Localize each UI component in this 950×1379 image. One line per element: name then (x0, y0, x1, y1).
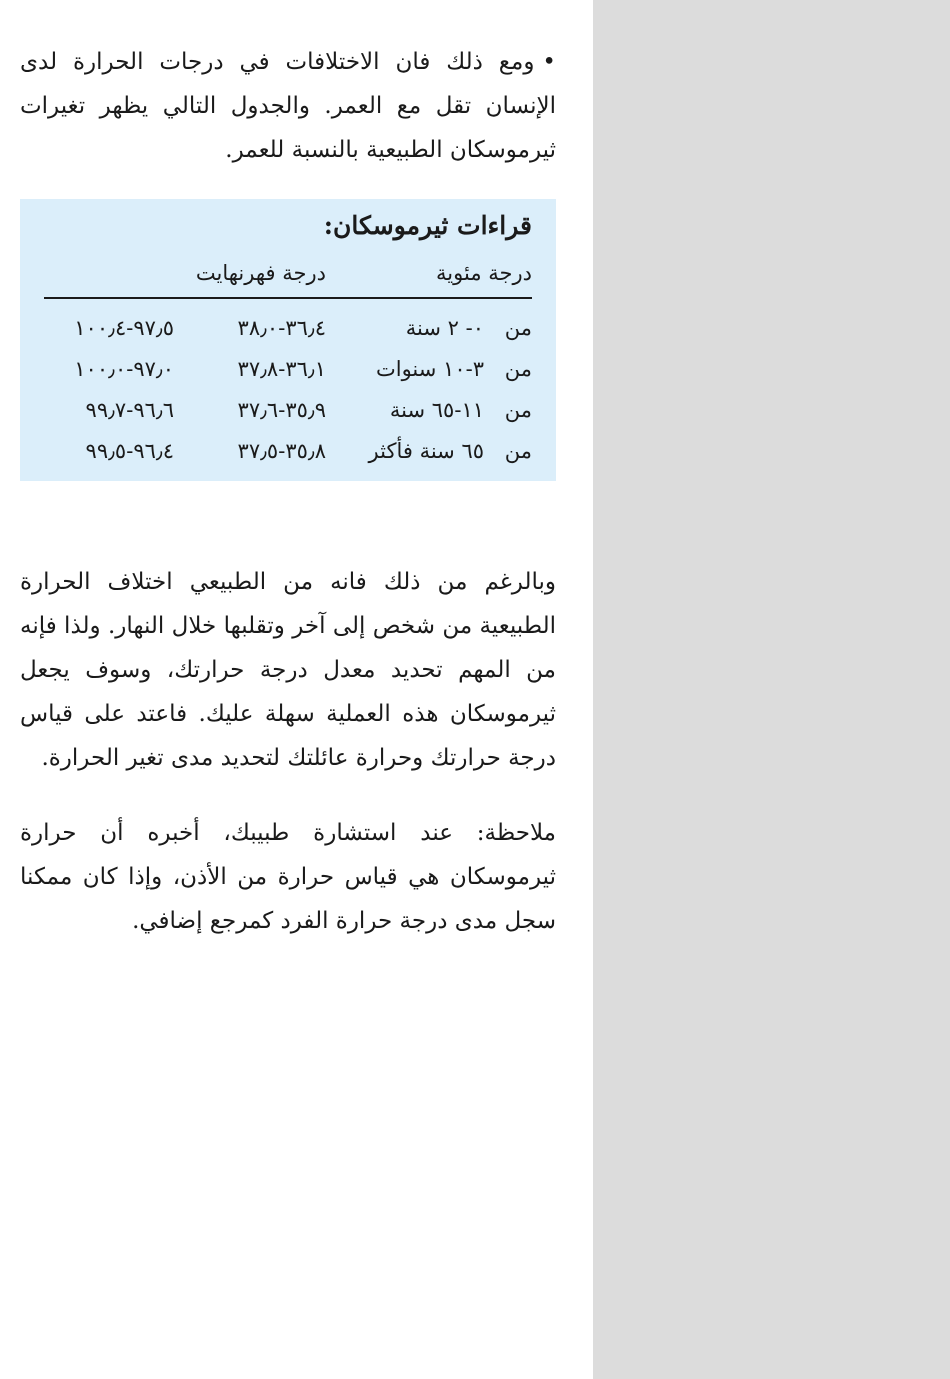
table-row (44, 308, 532, 348)
table-header (44, 261, 532, 299)
row-fahrenheit: ٩٧٫٠-١٠٠٫٠ (74, 357, 174, 381)
header-celsius: درجة مئوية (436, 261, 532, 285)
intro-text: ومع ذلك فان الاختلافات في درجات الحرارة لدى الإنسان تقل مع العمر. والجدول التالي يظهر تغيرات ثيرموسكان الطبيعية بالنسبة للعمر. (20, 49, 556, 163)
row-age: ٣-١٠ سنوات (375, 357, 484, 381)
row-age: ١١-٦٥ سنة (389, 398, 484, 422)
row-from: من (504, 357, 532, 381)
row-fahrenheit: ٩٦٫٤-٩٩٫٥ (85, 439, 174, 463)
table-row (44, 390, 532, 430)
row-from: من (504, 316, 532, 340)
row-from: من (504, 439, 532, 463)
table-row (44, 349, 532, 389)
row-celsius: ٣٥٫٨-٣٧٫٥ (237, 439, 326, 463)
body-paragraph: وبالرغم من ذلك فانه من الطبيعي اختلاف الحرارة الطبيعية من شخص إلى آخر وتقلبها خلال النهار. ولذا فإنه من المهم تحديد معدل درجة حرارتك، وسوف يجعل ثيرموسكان هذه العملية سهلة عليك. فاعتد على قياس درجة حرارتك وحرارة عائلتك لتحديد مدى تغير الحرارة. (20, 569, 556, 771)
row-celsius: ٣٥٫٩-٣٧٫٦ (237, 398, 326, 422)
row-age: ٠- ٢ سنة (405, 316, 484, 340)
row-age: ٦٥ سنة فأكثر (368, 439, 484, 463)
row-celsius: ٣٦٫١-٣٧٫٨ (237, 357, 326, 381)
gray-side-strip (593, 0, 950, 1379)
row-celsius: ٣٦٫٤-٣٨٫٠ (237, 316, 326, 340)
intro-paragraph (20, 40, 556, 172)
row-from: من (504, 398, 532, 422)
table-title: قراءات ثيرموسكان: (323, 211, 532, 240)
bullet-marker: • (542, 49, 556, 75)
note-paragraph: ملاحظة: عند استشارة طبيبك، أخبره أن حرارة ثيرموسكان هي قياس حرارة من الأذن، وإذا كان ممكنا سجل مدى درجة حرارة الفرد كمرجع إضافي. (20, 820, 556, 934)
thermoscan-readings-table (20, 199, 556, 481)
row-fahrenheit: ٩٦٫٦-٩٩٫٧ (85, 398, 174, 422)
table-row (44, 431, 532, 471)
row-fahrenheit: ٩٧٫٥-١٠٠٫٤ (74, 316, 174, 340)
header-fahrenheit: درجة فهرنهايت (195, 261, 326, 285)
